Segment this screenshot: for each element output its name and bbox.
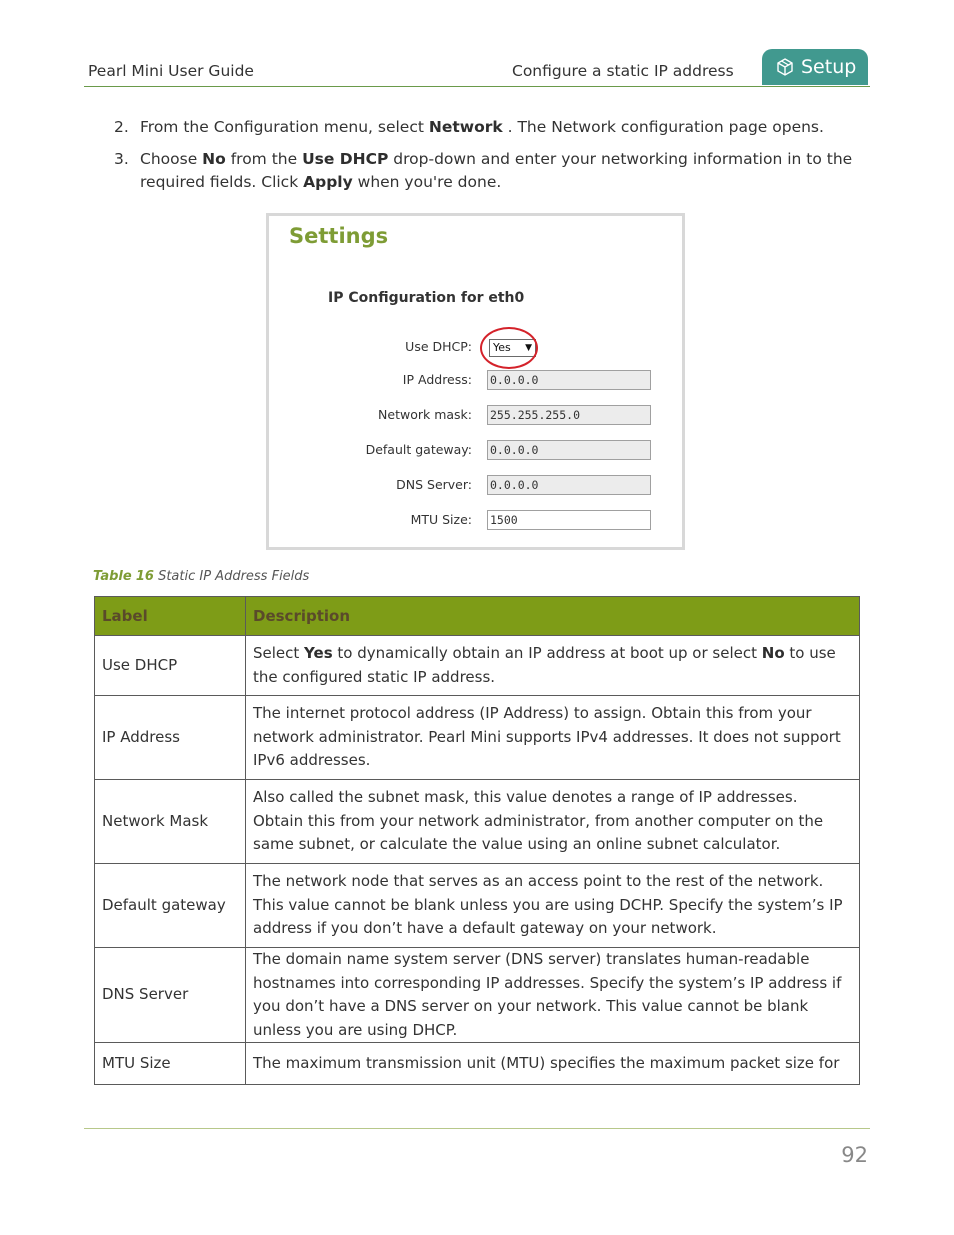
caption-text: Static IP Address Fields bbox=[158, 569, 310, 584]
step-text bbox=[140, 116, 860, 139]
field-label: IP Address: bbox=[402, 372, 472, 387]
row-label: MTU Size bbox=[95, 1043, 246, 1085]
default-gateway-field[interactable]: 0.0.0.0 bbox=[487, 440, 651, 460]
text-run: to use the configured static IP address. bbox=[253, 644, 836, 686]
highlight-circle bbox=[480, 327, 538, 369]
text-run: . The Network configuration page opens. bbox=[502, 118, 824, 136]
text-run: Choose bbox=[140, 150, 203, 168]
section-title: Configure a static IP address bbox=[512, 62, 734, 80]
row-description bbox=[246, 780, 860, 864]
network-mask-field[interactable]: 255.255.255.0 bbox=[487, 405, 651, 425]
bold-term: Use DHCP bbox=[302, 150, 389, 168]
dhcp-value: Yes bbox=[493, 341, 511, 354]
text-run: From the Configuration menu, select bbox=[140, 118, 429, 136]
field-label: DNS Server: bbox=[396, 477, 472, 492]
settings-heading: Settings bbox=[289, 224, 389, 248]
dns-server-row bbox=[269, 475, 682, 497]
bold-term: Network bbox=[428, 118, 503, 136]
text-run: The internet protocol address (IP Address) to assign. Obtain this from your network administrator. Pearl Mini supports IPv4 addresses. It does not support IPv6 addresses. bbox=[253, 704, 841, 770]
text-run: The maximum transmission unit (MTU) specifies the maximum packet size for bbox=[253, 1053, 840, 1072]
network-mask-row bbox=[269, 405, 682, 427]
caption-number: 16 bbox=[135, 569, 154, 584]
static-ip-fields-table bbox=[94, 596, 860, 1085]
guide-title: Pearl Mini User Guide bbox=[88, 62, 254, 80]
header-rule bbox=[84, 86, 870, 87]
table-row bbox=[95, 1043, 860, 1085]
ip-address-row bbox=[269, 370, 682, 392]
step-text bbox=[140, 148, 860, 194]
mtu-size-row bbox=[269, 510, 682, 532]
table-header-row bbox=[95, 597, 860, 636]
bold-term: Apply bbox=[303, 173, 353, 191]
header-label: Label bbox=[95, 597, 246, 636]
text-run: to dynamically obtain an IP address at boot up or select bbox=[332, 644, 762, 662]
bold-term: Yes bbox=[304, 644, 333, 662]
ip-config-heading: IP Configuration for eth0 bbox=[328, 290, 525, 306]
table-row bbox=[95, 696, 860, 780]
header-description: Description bbox=[246, 597, 860, 636]
table-row bbox=[95, 864, 860, 948]
cube-icon bbox=[775, 57, 795, 77]
text-run: Select bbox=[253, 644, 305, 662]
row-label: IP Address bbox=[95, 696, 246, 780]
table-caption bbox=[93, 569, 309, 584]
page-number: 92 bbox=[841, 1143, 868, 1167]
text-run: The network node that serves as an access point to the rest of the network. This value cannot be blank unless you are using DCHP. Specify the system’s IP address if you don’t have a default gateway on your network. bbox=[253, 872, 843, 938]
ip-address-field[interactable]: 0.0.0.0 bbox=[487, 370, 651, 390]
setup-tab[interactable] bbox=[762, 49, 868, 85]
row-label: Use DHCP bbox=[95, 636, 246, 696]
field-label: Network mask: bbox=[378, 407, 472, 422]
default-gateway-row bbox=[269, 440, 682, 462]
dhcp-row bbox=[269, 337, 682, 359]
table-row bbox=[95, 636, 860, 696]
dropdown-arrow-icon: ▼ bbox=[525, 343, 532, 353]
row-label: Default gateway bbox=[95, 864, 246, 948]
row-label: Network Mask bbox=[95, 780, 246, 864]
row-description bbox=[246, 696, 860, 780]
text-run: drop-down and enter your networking information in to the required fields. Click bbox=[140, 150, 853, 191]
text-run: from the bbox=[225, 150, 303, 168]
row-description bbox=[246, 864, 860, 948]
bold-term: No bbox=[761, 644, 785, 662]
step-number: 2. bbox=[114, 118, 129, 136]
row-description bbox=[246, 1043, 860, 1085]
caption-prefix: Table bbox=[93, 569, 132, 584]
row-label: DNS Server bbox=[95, 948, 246, 1043]
row-description bbox=[246, 948, 860, 1043]
bold-term: No bbox=[202, 150, 226, 168]
text-run: when you're done. bbox=[352, 173, 502, 191]
dhcp-label: Use DHCP: bbox=[405, 339, 472, 354]
table-row bbox=[95, 780, 860, 864]
text-run: The domain name system server (DNS server) translates human-readable hostnames into corresponding IP addresses. Specify the system’s IP address if you don’t have a DNS server on your network. This value cannot be blank unless you are using DHCP. bbox=[253, 950, 842, 1039]
field-label: MTU Size: bbox=[410, 512, 472, 527]
dns-server-field[interactable]: 0.0.0.0 bbox=[487, 475, 651, 495]
mtu-size-field[interactable]: 1500 bbox=[487, 510, 651, 530]
table-row bbox=[95, 948, 860, 1043]
step-number: 3. bbox=[114, 150, 129, 168]
row-description bbox=[246, 636, 860, 696]
footer-rule bbox=[84, 1128, 870, 1129]
settings-screenshot bbox=[266, 213, 685, 550]
text-run: Also called the subnet mask, this value denotes a range of IP addresses. Obtain this from your network administrator, from another computer on the same subnet, or calculate the value using an online subnet calculator. bbox=[253, 788, 824, 854]
field-label: Default gateway: bbox=[365, 442, 472, 457]
setup-tab-label: Setup bbox=[801, 56, 857, 78]
